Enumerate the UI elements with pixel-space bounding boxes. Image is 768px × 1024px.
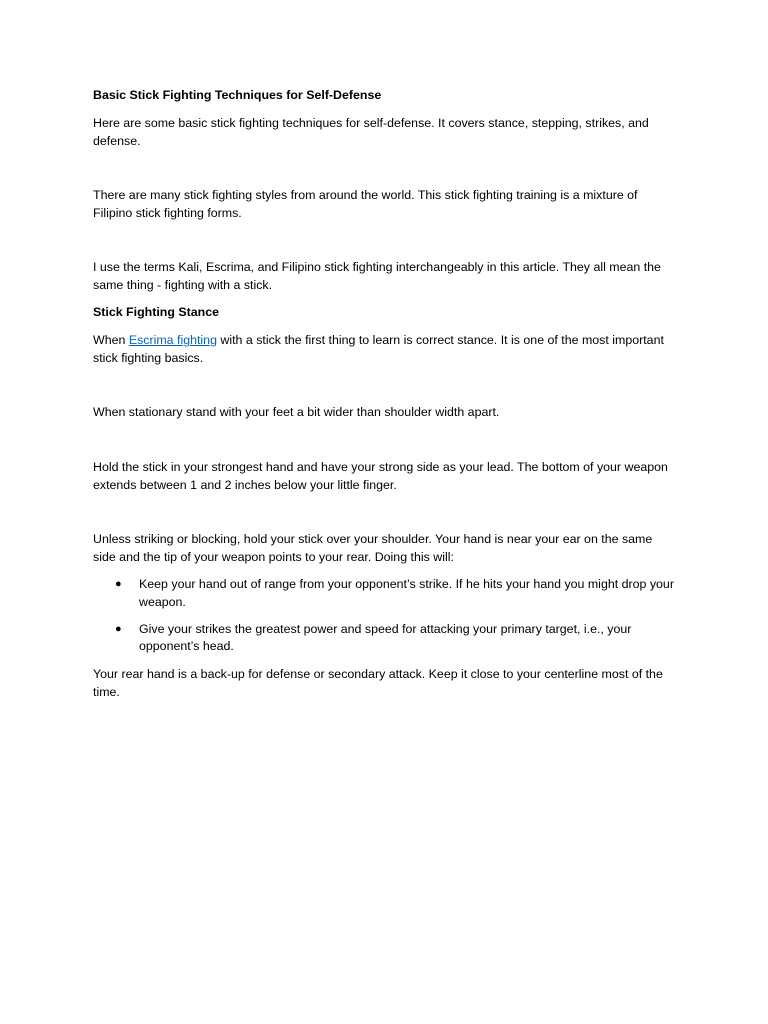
list-item (93, 576, 678, 611)
terms-paragraph: I use the terms Kali, Escrima, and Filipino stick fighting interchangeably in this article. They all mean the same thing - fighting with a stick. (93, 260, 661, 292)
intro-paragraph: Here are some basic stick fighting techniques for self-defense. It covers stance, stepping, strikes, and defense. (93, 116, 649, 148)
bullet-icon: ● (115, 622, 122, 635)
rear-hand-paragraph: Your rear hand is a back-up for defense or secondary attack. Keep it close to your centerline most of the time. (93, 667, 663, 699)
bullet-list (93, 576, 678, 665)
unless-striking-paragraph: Unless striking or blocking, hold your stick over your shoulder. Your hand is near your ear on the same side and the tip of your weapon points to your rear. Doing this will: (93, 532, 653, 564)
bullet-icon: ● (115, 578, 122, 590)
stance-paragraph (93, 332, 678, 367)
escrima-fighting-link[interactable]: Escrima fighting (128, 333, 217, 347)
bullet-text: Give your strikes the greatest power and speed for attacking your primary target, i.e., your opponent’s head. (139, 621, 632, 653)
stance-text-after: with a stick the first thing to learn is correct stance. It is one of the most important stick fighting basics. (93, 333, 664, 365)
stance-text-before: When (93, 333, 129, 347)
stance-heading: Stick Fighting Stance (93, 305, 219, 319)
document-title: Basic Stick Fighting Techniques for Self-Defense (93, 88, 382, 102)
bullet-text: Keep your hand out of range from your opponent’s strike. If he hits your hand you might drop your weapon. (139, 577, 674, 609)
hold-stick-paragraph: Hold the stick in your strongest hand and have your strong side as your lead. The bottom of your weapon extends between 1 and 2 inches below your little finger. (93, 460, 668, 492)
styles-paragraph: There are many stick fighting styles from around the world. This stick fighting training is a mixture of Filipino stick fighting forms. (93, 188, 638, 220)
list-item (93, 621, 678, 656)
stationary-paragraph: When stationary stand with your feet a bit wider than shoulder width apart. (93, 405, 500, 419)
